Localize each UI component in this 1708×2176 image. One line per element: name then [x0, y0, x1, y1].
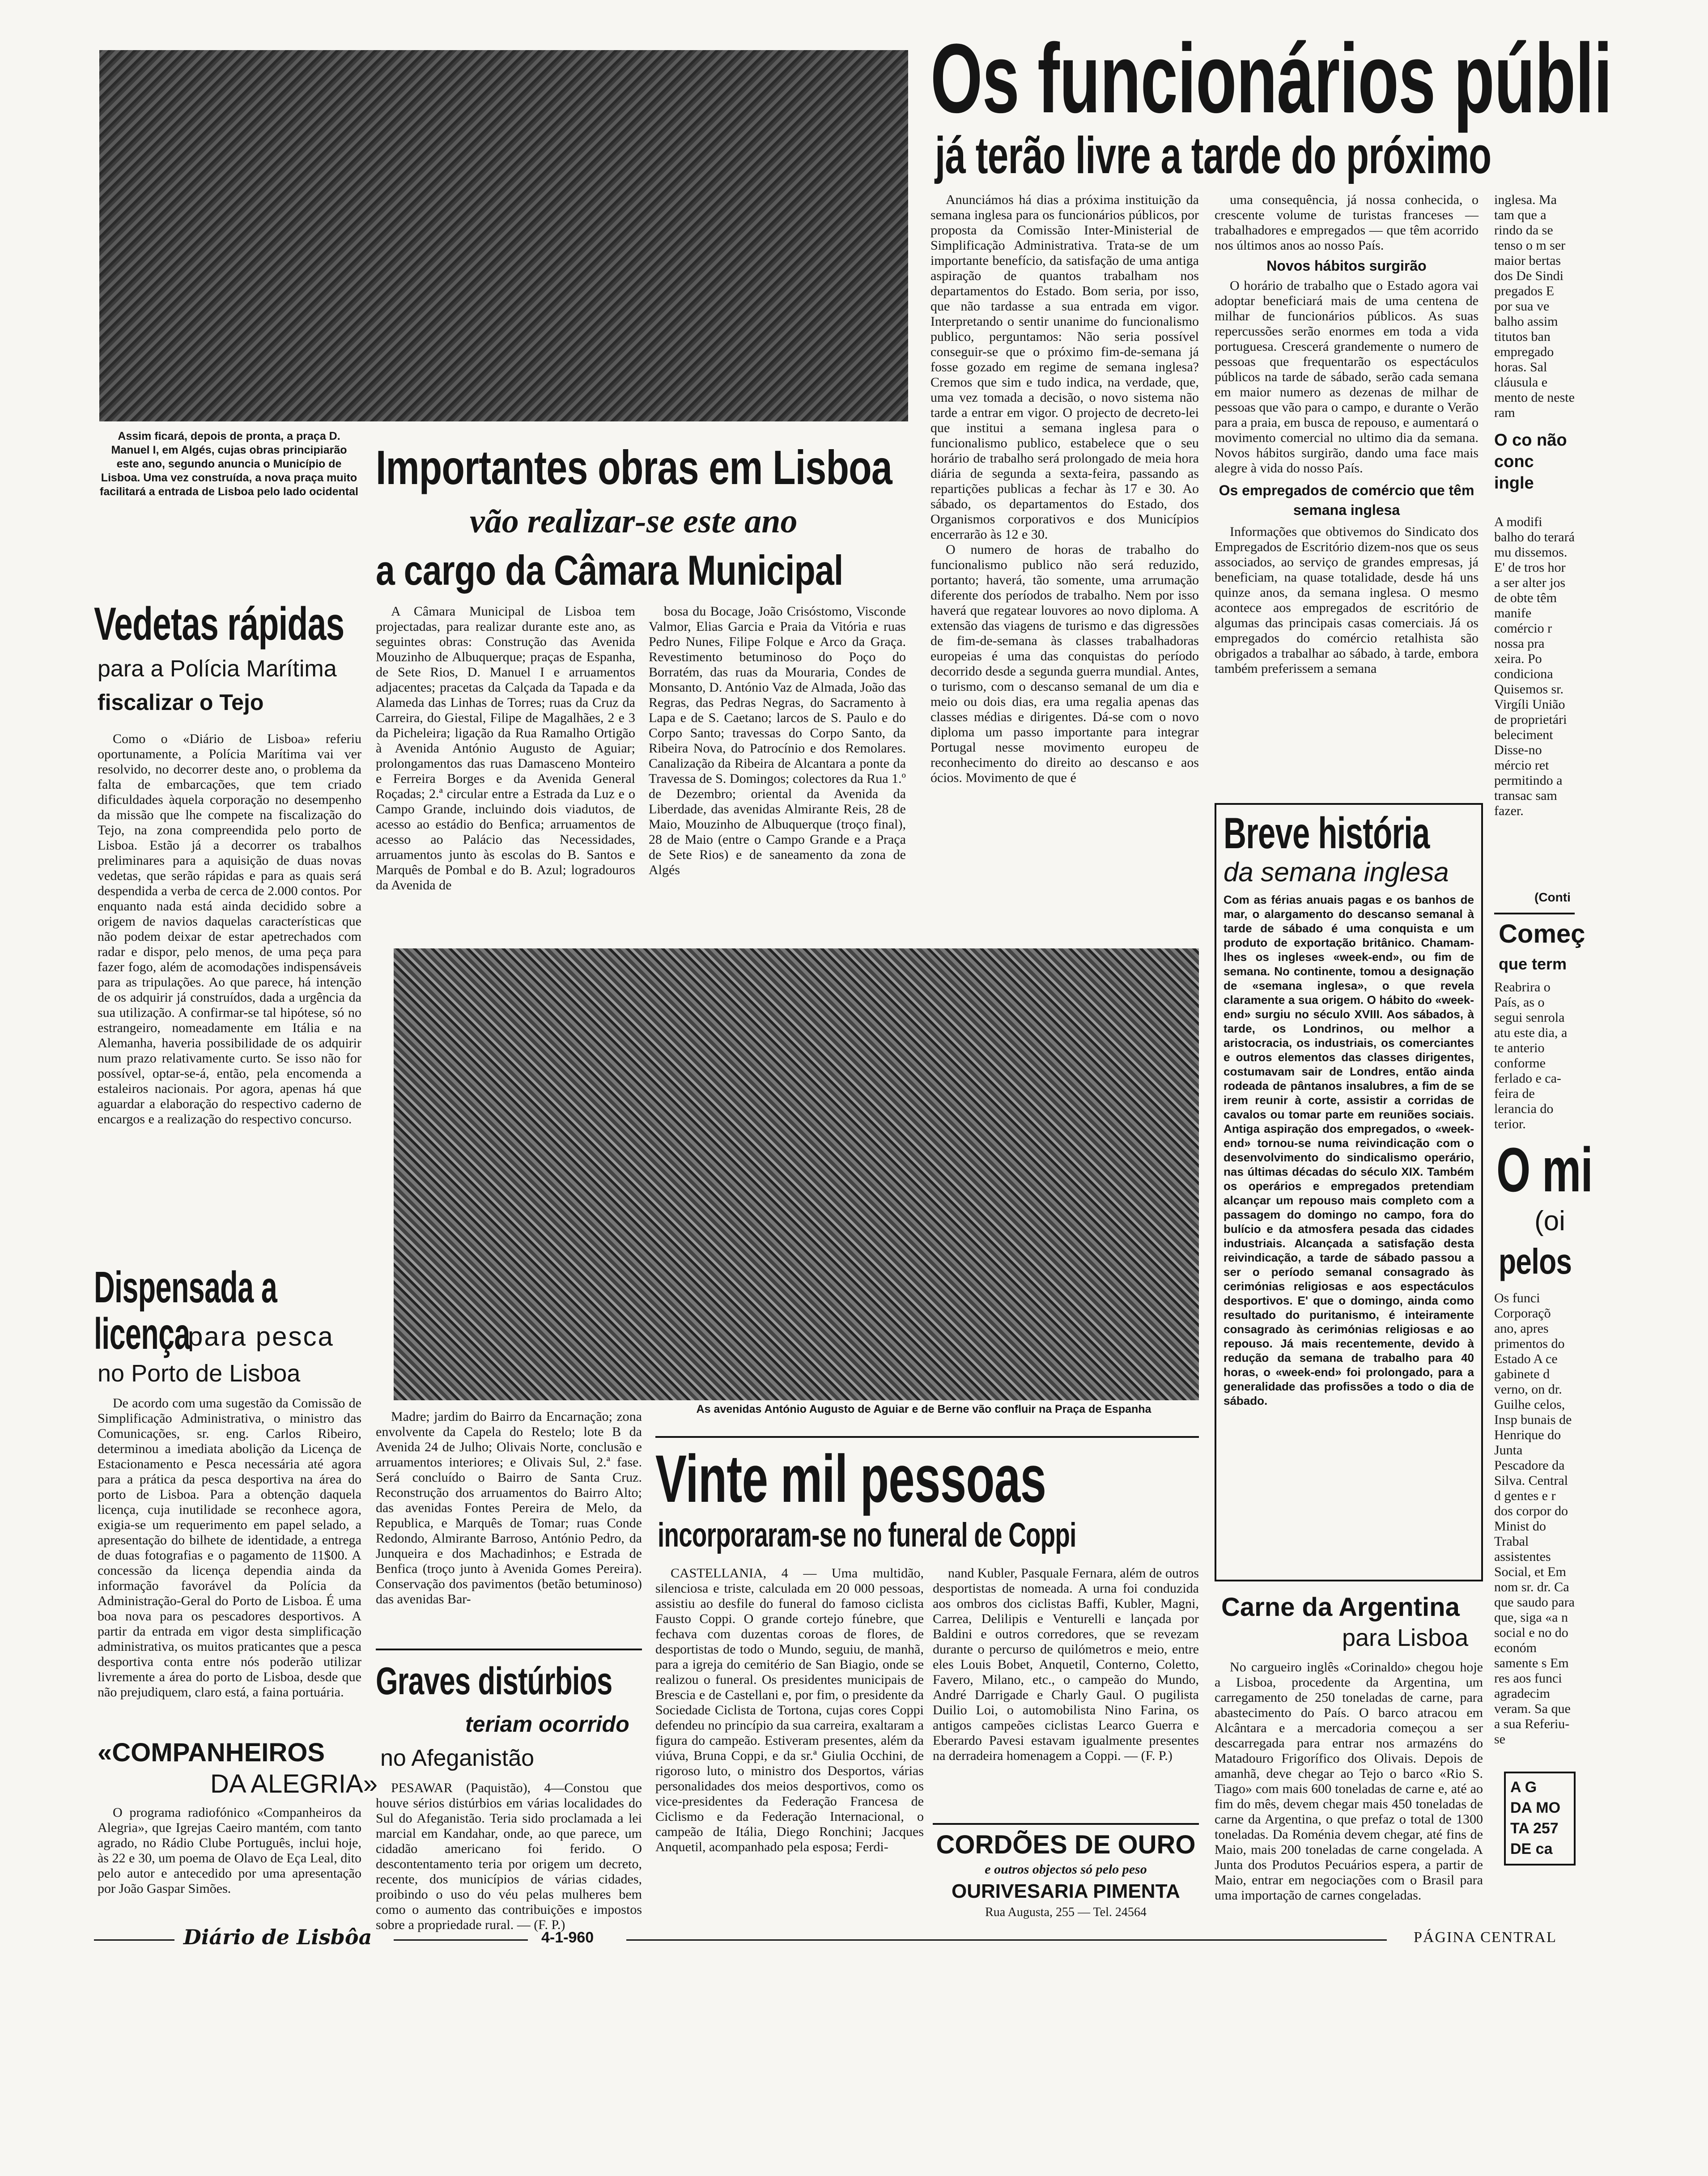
ad-name: OURIVESARIA PIMENTA — [952, 1880, 1180, 1902]
coppi-sub: incorporaram-se no funeral de Coppi — [658, 1516, 1076, 1554]
middle-photo-caption: As avenidas António Augusto de Aguiar e de Berne vão confluir na Praça de Espanha — [696, 1403, 1151, 1415]
coppi-col1: CASTELLANIA, 4 — Uma multidão, silenciosa e triste, calculada em 20 000 pessoas, assistiu ao desfile do funeral do famoso ciclista Fausto Coppi. O grande cortejo fúnebre, que fechava com duzentas coroas de flores, de desportistas de todo o Mundo, seguiu, de manhã, para a igreja do cemitério de San Biagio, onde se realizou o funeral. Os presidentes municipais de Brescia e de Castellani e, por fim, o presidente da Sociedade Ciclista de Tortona, cujas cores Coppi defendeu no princípio da sua carreira, exaltaram a figura do campeão. Estiveram presentes, além da viúva, Bruna Coppi, e da sr.ª Giulia Occhini, de rigoroso luto, o ministro dos Desportos, várias personalidades dos meios desportivos, como os vice-presidentes da Federação Francesa de Ciclismo e da Federação Internacional, o campeão de Itália, Diego Ronchini; Jacques Anquetil, acompanhado pela esposa; Ferdi- — [655, 1566, 924, 1854]
right-box-line-4: DE ca — [1510, 1840, 1553, 1857]
ad-box — [933, 1823, 1199, 1932]
footer-page: PÁGINA CENTRAL — [1414, 1929, 1557, 1946]
afeg-body: PESAWAR (Paquistão), 4—Constou que houve sérios distúrbios em várias localidades do Sul do Afeganistão. Teria sido proclamada a lei marcial em Kandahar, onde, ao que parece, um cidadão americano foi ferido. O descontentamento teria por origem um decreto, recente, dos municípios de várias cidades, proibindo o uso do véu pelas mulheres bem como o aumento das contribuições e impostos sobre a propriedade rural. — (F. P.) — [376, 1781, 642, 1932]
licenca-sub2: no Porto de Lisboa — [98, 1360, 301, 1387]
companheiros-headline: «COMPANHEIROS — [98, 1738, 325, 1767]
afeg-headline: Graves distúrbios — [376, 1660, 612, 1703]
func-col2 — [1215, 192, 1479, 792]
licenca-body: De acordo com uma sugestão da Comissão de Simplificação Administrativa, o ministro das Comunicações, sr. eng. Carlos Ribeiro, determinou a imediata abolição da Licença de Estacionamento e Pesca necessária até agora para a prática da pesca desportiva na área do porto de Lisboa. Para a obtenção daquela licença, cuja inutilidade se reconhece agora, exigia-se um requerimento em papel selado, a apresentação do bilhete de identidade, a entrega de duas fotografias e o pagamento de 11$00. A concessão da licença dependia ainda da informação favorável da Polícia da Administração-Geral do Porto de Lisboa. É uma boa nova para os pescadores desportivos. A partir da entrada em vigor desta simplificação administrativa, os muitos praticantes que a pesca desportiva conta entre nós poderão utilizar livremente a área do porto de Lisboa, desde que não prejudiquem, claro está, a faina portuária. — [98, 1396, 361, 1700]
footer-rule-mid — [394, 1939, 528, 1941]
ad-address: Rua Augusta, 255 — Tel. 24564 — [985, 1905, 1147, 1919]
afeg-rule — [376, 1649, 642, 1650]
que-term: que term — [1499, 955, 1567, 973]
afeg-sub1: teriam ocorrido — [465, 1712, 629, 1737]
vedetas-body: Como o «Diário de Lisboa» referiu oportunamente, a Polícia Marítima vai ver resolvido, no decorrer deste ano, o problema da falta de embarcações, que tem criado dificuldades àquela corporação no desempenho da missão que lhe compete na fiscalização do Tejo, na zona compreendida pelo porto de Lisboa. Estão já a decorrer os trabalhos preliminares para a aquisição de duas novas vedetas, que serão rápidas e para as quais será despendida a verba de cerca de 2.000 contos. Por enquanto nada está ainda decidido sobre a origem de navios daquelas características que não podem deixar de estar apetrechados com radar e dispor, pelo menos, de uma peça para fazer fogo, além de acomodações indispensáveis para as tripulações. Ao que parece, há intenção de os adquirir já construídos, dada a urgência da sua utilização. A confirmar-se tal hipótese, só no estrangeiro, nomeadamente em Itália e na Alemanha, haveria possibilidade de os adquirir num prazo relativamente curto. Se isso não for possível, optar-se-á, então, pela encomenda a estaleiros nacionais. Por agora, apenas há que aguardar a elaboração do respectivo caderno de encargos e a realização do respectivo concurso. — [98, 731, 361, 1126]
right-rule-1 — [1494, 913, 1575, 914]
func-sub-novos: Novos hábitos surgirão — [1266, 258, 1427, 274]
companheiros-sub: DA ALEGRIA» — [210, 1769, 378, 1798]
right-box-line-1: A G — [1510, 1779, 1537, 1796]
licenca-headline: Dispensada a licença — [94, 1262, 277, 1358]
footer-masthead: Diário de Lisbôa — [183, 1925, 372, 1949]
func-col3: inglesa. Ma tam que a rindo da se tenso o m ser maior bertas dos De Sindi pregados E por sua ve balho assim titutos ban empregado horas. Sal cláusula e mento de neste ram — [1494, 192, 1575, 420]
func-col2-p3: Informações que obtivemos do Sindicato dos Empregados de Escritório dizem-nos que os seus associados, ao serviço de grandes empresas, já beneficiam, na quase totalidade, desde há uns quinze anos, da semana inglesa. O mesmo acontece aos empregados de escritório de algumas das principais casas comerciais. Já os empregados do comércio retalhista são obrigados a trabalhar ao sábado, à tarde, embora também preferissem a semana — [1215, 524, 1479, 676]
vedetas-sub1: para a Polícia Marítima — [98, 656, 337, 682]
breve-box — [1215, 803, 1483, 1581]
breve-body: Com as férias anuais pagas e os banhos de mar, o alargamento do descanso semanal à tarde de sábado é uma conquista e um produto de exportação britânico. Chamam-lhes os ingleses «week-end», ou fim de semana. No continente, tomou a designação de «semana inglesa», o que revela claramente a sua origem. O hábito do «week-end» surgiu no século XVIII. Aos sábados, à tarde, os Londrinos, ou melhor a aristocracia, os industriais, os comerciantes e outros elementos das classes dirigentes, costumavam sair de Londres, então ainda rodeada de pântanos insalubres, a fim de se irem reunir à corte, assistir a corridas de cavalos ou tomar parte em reuniões sociais. Antiga aspiração dos empregados, o «week-end» tornou-se numa reivindicação com o desenvolvimento do sindicalismo operário, nas últimas décadas do século XIX. Também os operários e empregados pretendiam alcançar um repouso mais completo com a passagem do domingo no campo, fora do bulício e da atmosfera pesada das cidades industriais. Alcançada a satisfação desta reivindicação, a tarde de sábado passou a ser o período semanal consagrado às cerimónias religiosas e aos espectáculos desportivos. E' que o domingo, ainda como resultado do puritanismo, é inteiramente consagrado às cerimónias religiosas e ao repouso. Já mais recentemente, devido à redução da semana de trabalho para 40 horas, o «week-end» foi prolongado, para a generalidade das profissões a todo o dia de sábado. — [1224, 893, 1474, 1407]
func-col1 — [930, 192, 1199, 926]
func-col1-p2: O numero de horas de trabalho do funcionalismo publico não será reduzido, portanto; haverá, tão somente, uma arrumação diferente dos períodos de trabalho. Nem por isso haverá que regatear louvores ao novo diploma. A extensão das viagens de turismo e das digressões de fim-de-semana às classes trabalhadoras europeias é uma das conquistas do período decorrido desde a segunda guerra mundial. Antes, o turismo, com o descanso semanal de um dia e meio ou dois dias, era uma regalia apenas das classes médias e dirigentes. Dá-se com o novo diploma um passo importante para integrar Portugal nesse movimento europeu de reconhecimento do direito ao descanso e aos ócios. Movimento de que é — [930, 542, 1199, 785]
coppi-rule — [655, 1436, 1199, 1438]
avenidas-photo — [394, 948, 1199, 1400]
breve-headline: Breve história — [1224, 808, 1430, 858]
oi-sub: (oi — [1534, 1206, 1565, 1237]
right-box-line-2: DA MO — [1510, 1799, 1561, 1816]
vedetas-sub2: fiscalizar o Tejo — [98, 690, 264, 715]
licenca-sub1: para pesca — [188, 1322, 334, 1352]
praca-d-manuel-photo — [99, 50, 908, 421]
footer-rule-left — [94, 1939, 174, 1941]
func-col2-p2: O horário de trabalho que o Estado agora vai adoptar beneficiará mais de uma centena de milhar de funcionários públicos. As suas repercussões serão enormes em toda a vida portuguesa. Crescerá grandemente o numero de pessoas que frequentarão os espectáculos públicos na tarde de sábado, serão cada semana em maior numero as dezenas de milhar de pessoas que vão para o campo, e durante o Verão para a praia, em busca de repouso, e aumentará o movimento comercial no ultimo dia da semana. Novos hábitos surgirão, dando uma face mais alegre à vida do nosso País. — [1215, 278, 1479, 476]
argentina-sub: para Lisboa — [1342, 1624, 1469, 1651]
func-col3-head: O co não conc ingle — [1494, 431, 1567, 493]
obras-subhead2: a cargo da Câmara Municipal — [376, 547, 843, 594]
right-box — [1504, 1772, 1576, 1866]
omi-headline: O mi — [1496, 1135, 1593, 1205]
obras-col2: bosa du Bocage, João Crisóstomo, Visconde Valmor, Elias Garcia e Praia da Vitória e ruas Pedro Nunes, Filipe Folque e Arco da Graça. Revestimento betuminoso do Poço do Borratém, das ruas da Mouraria, Condes de Monsanto, D. António Vaz de Almada, João das Regras, das Pedras Negras, do Sacramento à Lapa e de S. Caetano; larcos de S. Paulo e do Corpo Santo; travessas do Corpo Santo, da Ribeira Nova, do Patrocínio e dos Remolares. Canalização da Ribeira de Alcantara a ponte da Travessa de S. Domingos; colectores da Rua 1.º de Dezembro; oriental da Avenida da Liberdade, das avenidas Almirante Reis, 28 de Maio, Mouzinho de Albuquerque (troço final), 28 de Maio (entre o Campo Grande e a Praça de Sete Rios) e de saneamento da zona de Algés — [649, 604, 906, 877]
top-photo-caption: Assim ficará, depois de pronta, a praça D. Manuel I, em Algés, cujas obras principiarão este ano, segundo anuncia o Município de Lisboa. Uma vez construída, a nova praça muito facilitará a entrada de Lisboa pelo lado ocidental — [100, 430, 358, 498]
ad-line2: e outros objectos só pelo peso — [985, 1862, 1147, 1877]
afeg-sub2: no Afeganistão — [380, 1745, 535, 1771]
func-sub-empregados: Os empregados de comércio que têm semana inglesa — [1219, 482, 1474, 518]
reabrira-body: Reabrira o País, as o segui senrola atu este dia, a te anterio conforme ferlado e ca-feira de lerancia do terior. — [1494, 980, 1568, 1131]
breve-sub: da semana inglesa — [1224, 857, 1449, 887]
footer-rule-right — [626, 1939, 1387, 1941]
funcionarios-subhead: já terão livre a tarde do próximo — [935, 126, 1491, 184]
pelos-sub: pelos — [1499, 1241, 1572, 1281]
argentina-body: No cargueiro inglês «Corinaldo» chegou hoje a Lisboa, procedente da Argentina, um carregamento de 250 toneladas de carne, para abastecimento do País. O barco atracou em Alcântara e a mercadoria começou a ser descarregada para entrar nos armazéns do Matadouro Frigorífico dos Olivais. Depois de amanhã, deve chegar ao Tejo o barco «Rio S. Tiago» com mais 600 toneladas de carne e, até ao fim do mês, devem chegar mais 450 toneladas de carne da Argentina, o que prefaz o total de 1300 toneladas. Da Roménia devem chegar, até fins de Maio, mais 200 toneladas de carne congelada. A Junta dos Produtos Pecuários espera, a partir de Maio, entrar em negociações com o Brasil para uma importação de carnes congeladas. — [1215, 1660, 1483, 1903]
right-box-line-3: TA 257 — [1510, 1820, 1559, 1837]
func-col1-p1: Anunciámos há dias a próxima instituição da semana inglesa para os funcionários públicos, por proposta da Comissão Inter-Ministerial de Simplificação Administrativa. Trata-se de um importante benefício, da satisfação de uma antiga aspiração de quantos trabalham nos departamentos do Estado. Bom seria, por isso, que não tardasse a sua entrada em vigor. Interpretando o sentir unanime do funcionalismo publico, perguntamos: Não seria possível conseguir-se que o próximo fim-de-semana já fosse gozado em regime de semana inglesa? Cremos que sim e tudo indica, na verdade, que, uma vez tomada a decisão, o novo sistema não tarde a entrar em vigor. O projecto de decreto-lei que institui a semana inglesa para o funcionalismo publico, estabelece que o seu horário de trabalho será prolongado de meia hora diária de segunda a sexta-feira, passando as repartições publicas a fechar às 17 e 30. Ao sábado, os departamentos do Estado, dos Organismos corporativos e dos Municípios encerrarão às 12 e 30. — [930, 192, 1199, 542]
coppi-headline: Vinte mil pessoas — [655, 1441, 1046, 1516]
omi-body: Os funci Corporaçõ ano, apres primentos do Estado A ce gabinete d verno, on dr. Guilhe celos, Insp bunais de Henrique do Junta Pescadore da Silva. Central d gentes e r dos corpor do Minist do Trabal assistentes Social, et Em nom sr. dr. Ca que saudo para que, siga «a n social e no do económ samente s Em res aos funci agradecim veram. Sa que a sua Referiu-se — [1494, 1291, 1575, 1747]
obras-col3: Madre; jardim do Bairro da Encarnação; zona envolvente da Capela do Restelo; lote B da Avenida 24 de Julho; Olivais Norte, conclusão e arruamentos interiores; e Olivais Sul, 2.ª fase. Será concluído o Bairro de Santa Cruz. Reconstrução dos arruamentos do Bairro Alto; das avenidas Fontes Pereira de Melo, da Republica, e Marquês de Tomar; ruas Conde Redondo, Almirante Barroso, António Pedro, da Junqueira e dos Machadinhos; e Estrada de Benfica (troço junto à Avenida Gomes Pereira). Conservação dos pavimentos (betão betuminoso) das avenidas Bar- — [376, 1409, 642, 1606]
obras-col1: A Câmara Municipal de Lisboa tem projectadas, para realizar durante este ano, as seguintes obras: Construção das Avenida Mouzinho de Albuquerque; praças de Espanha, de Sete Rios, D. Manuel I e arruamentos adjacentes; pracetas da Calçada da Tapada e da Alameda das Linhas de Torres; ruas da Cruz da Carreira, do Giestal, Filipe de Magalhães, 2 e 3 da Picheleira; ligação da Rua Ramalho Ortigão à Avenida António Augusto de Aguiar; prolongamentos das ruas Damasceno Monteiro e Ferreira Borges e da Avenida General Roçadas; 2.ª circular entre a Estrada da Luz e o Campo Grande, incluindo dois viadutos, de acesso ao estádio do Benfica; arruamentos de acesso ao Palácio das Necessidades, arruamentos junto às escolas do B. Santos e Marquês de Pombal e do B. Azul; logradouros da Avenida de — [376, 604, 635, 892]
ad-title: CORDÕES DE OURO — [936, 1830, 1196, 1859]
contin-label: (Conti — [1534, 890, 1571, 904]
funcionarios-headline: Os funcionários públi — [930, 23, 1612, 133]
comeco-headline: Começ — [1499, 919, 1585, 948]
vedetas-headline: Vedetas rápidas — [94, 598, 344, 650]
coppi-col2: nand Kubler, Pasquale Fernara, além de outros desportistas de nomeada. A urna foi conduzida aos ombros dos ciclistas Baffi, Kubler, Magni, Carrea, Delilipis e Venturelli e lançada por Baldini e outros corredores, que se revezam durante o percurso de quilómetros e meio, entre eles Louis Bobet, Anquetil, Conterno, Coletto, Favero, Milano, etc., o campeão do Mundo, André Darrigade e Charly Gaul. O pugilista Duilio Loi, o automobilista Nino Farina, os antigos campeões ciclistas Learco Guerra e Eberardo Pavesi estavam igualmente presentes na derradeira homenagem a Coppi. — (F. P.) — [933, 1566, 1199, 1763]
companheiros-body: O programa radiofónico «Companheiros da Alegria», que Igrejas Caeiro mantém, com tanto agrado, no Rádio Clube Português, inclui hoje, às 22 e 30, um poema de Olavo de Eça Leal, dito pelo autor e antecedido por uma apresentação por João Gaspar Simões. — [98, 1805, 361, 1896]
footer-date: 4-1-960 — [541, 1929, 594, 1946]
obras-subhead: vão realizar-se este ano — [470, 502, 798, 540]
func-col2-p1: uma consequência, já nossa conhecida, o crescente volume de turistas franceses — trabalhadores e empregados — que têm acorrido nos últimos anos ao nosso País. — [1215, 192, 1479, 253]
func-col3b: A modifi balho do terará mu dissemos. E' de tros hor a ser alter jos de obte têm manife comércio r nossa pra xeira. Po condiciona Quisemos sr. Virgíli União de proprietári beleciment Disse-no mércio ret permitindo a transac sam fazer. — [1494, 514, 1575, 818]
obras-headline: Importantes obras em Lisboa — [376, 440, 892, 494]
argentina-headline: Carne da Argentina — [1221, 1593, 1460, 1622]
